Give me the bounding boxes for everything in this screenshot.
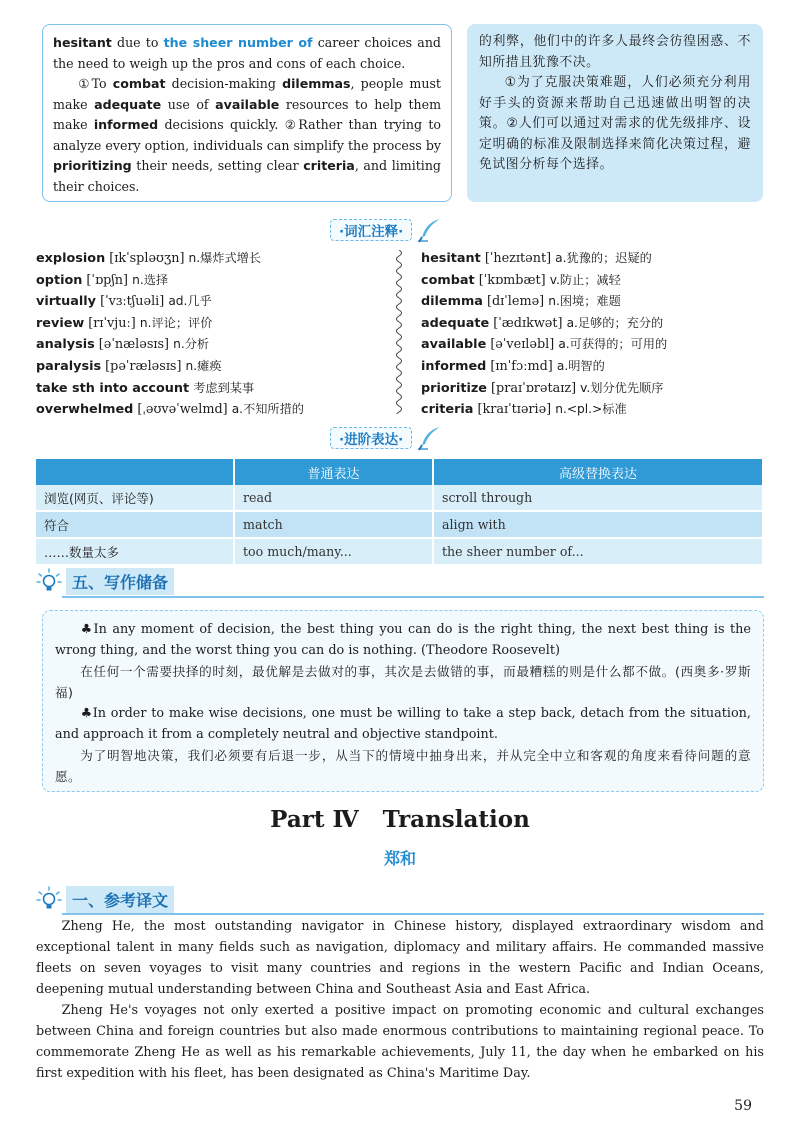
vocab-entry: criteria [kraɪˈtɪəriə] n.<pl.>标准 [421, 402, 627, 418]
quill-pen-icon [416, 425, 442, 451]
quote-cn: 在任何一个需要抉择的时刻，最优解是去做对的事，其次是去做错的事，而最糟糕的则是什么都不做。(西奥多·罗斯福) [55, 664, 751, 700]
translation-paragraph: Zheng He, the most outstanding navigator in Chinese history, displayed extraordinary wisdom and exceptional talent in many fields such as navigation, diplomacy and military affairs. He commanded massive fleets on seven voyages to visit many countries and regions in the western Pacific and Indian Oceans, deepening mutual understanding between China and Southeast Asia and East Africa. [36, 919, 764, 997]
expression-table [36, 459, 764, 566]
section-rule [62, 913, 764, 915]
quote-box [42, 610, 764, 792]
vocab-heading: ·词汇注释· [330, 219, 442, 241]
vocab-entry: paralysis [pəˈræləsɪs] n.瘫痪 [36, 358, 222, 374]
table-row: 浏览(网页、评论等) read scroll through [36, 485, 763, 511]
lightbulb-icon [36, 886, 62, 912]
passage-chinese-p1: 的利弊，他们中的许多人最终会彷徨困惑、不知所措且犹豫不决。 [479, 34, 751, 70]
passage-chinese-box [467, 24, 763, 202]
passage-english-box [42, 24, 452, 202]
vocab-entry: available [əˈveɪləbl] a.可获得的；可用的 [421, 337, 668, 353]
table-row: 符合 match align with [36, 511, 763, 538]
vocab-entry: virtually [ˈvɜːtʃuəli] ad.几乎 [36, 294, 212, 310]
table-header-cell: 普通表达 [234, 459, 433, 485]
vocab-entry: review [rɪˈvjuː] n.评论；评价 [36, 315, 213, 331]
vocab-entry: explosion [ɪkˈspləʊʒn] n.爆炸式增长 [36, 251, 262, 266]
passage-english-p1: hesitant due to the sheer number of career choices and the need to weigh up the pros and cons of each choice. [53, 35, 441, 71]
table-header-cell [36, 459, 234, 485]
section-rule [62, 596, 764, 598]
vocab-entry: dilemma [dɪˈlemə] n.困境；难题 [421, 294, 621, 310]
club-icon: ♣ [80, 706, 93, 721]
zigzag-divider [391, 250, 407, 414]
vocab-list-right [421, 248, 766, 421]
passage-english-p2: ①To combat decision-making dilemmas, people must make adequate use of available resources to help them make informed decisions quickly. ②Rather than trying to analyze every option, individuals can simplify the process by prioritizing their needs, setting clear criteria, and limiting their choices. [53, 76, 442, 194]
vocab-entry: option [ˈɒpʃn] n.选择 [36, 272, 169, 288]
quote-en: ♣In order to make wise decisions, one must be willing to take a step back, detach from the situation, and approach it from a completely neutral and objective standpoint. [55, 706, 751, 742]
quill-pen-icon [416, 217, 442, 243]
lightbulb-icon [36, 568, 62, 594]
part-subtitle: 郑和 [383, 849, 416, 868]
vocab-entry: overwhelmed [ˌəʊvəˈwelmd] a.不知所措的 [36, 402, 304, 418]
club-icon: ♣ [80, 622, 94, 637]
vocab-entry: hesitant [ˈhezɪtənt] a.犹豫的；迟疑的 [421, 251, 652, 266]
passage-chinese-p2: ①为了克服决策难题，人们必须充分利用好手头的资源来帮助自己迅速做出明智的决策。②人们可以通过对需求的优先级排序、设定明确的标准及限制选择来简化决策过程，避免试图分析每个选择。 [479, 75, 751, 172]
reference-section-heading: 一、参考译文 [36, 884, 174, 914]
reference-translation [36, 916, 764, 1084]
vocab-entry: prioritize [praɪˈɒrətaɪz] v.划分优先顺序 [421, 380, 664, 396]
table-row: ……数量太多 too much/many... the sheer number of... [36, 538, 763, 565]
part-title: Part Ⅳ Translation [270, 806, 530, 833]
page-number: 59 [734, 1098, 752, 1114]
writing-section-heading: 五、写作储备 [36, 566, 174, 596]
vocab-entry: analysis [əˈnæləsɪs] n.分析 [36, 337, 210, 353]
quote-en: ♣In any moment of decision, the best thing you can do is the right thing, the next best thing is the wrong thing, and the worst thing you can do is nothing. (Theodore Roosevelt) [55, 622, 751, 658]
advanced-heading: ·进阶表达· [330, 427, 442, 449]
quote-cn: 为了明智地决策，我们必须要有后退一步，从当下的情境中抽身出来，并从完全中立和客观的角度来看待问题的意愿。 [55, 748, 751, 784]
table-header-cell: 高级替换表达 [433, 459, 763, 485]
vocab-entry: informed [ɪnˈfɔːmd] a.明智的 [421, 358, 605, 374]
vocab-entry: take sth into account 考虑到某事 [36, 380, 255, 396]
vocab-list-left [36, 248, 386, 421]
translation-paragraph: Zheng He's voyages not only exerted a positive impact on promoting economic and cultural exchanges between China and foreign countries but also made enormous contributions to maintaining regional peace. To commemorate Zheng He as well as his remarkable achievements, July 11, the day when he embarked on his first expedition with his fleet, has been designated as China's Maritime Day. [36, 1003, 764, 1081]
vocab-entry: combat [ˈkɒmbæt] v.防止；减轻 [421, 272, 621, 288]
vocab-entry: adequate [ˈædɪkwət] a.足够的；充分的 [421, 315, 664, 331]
